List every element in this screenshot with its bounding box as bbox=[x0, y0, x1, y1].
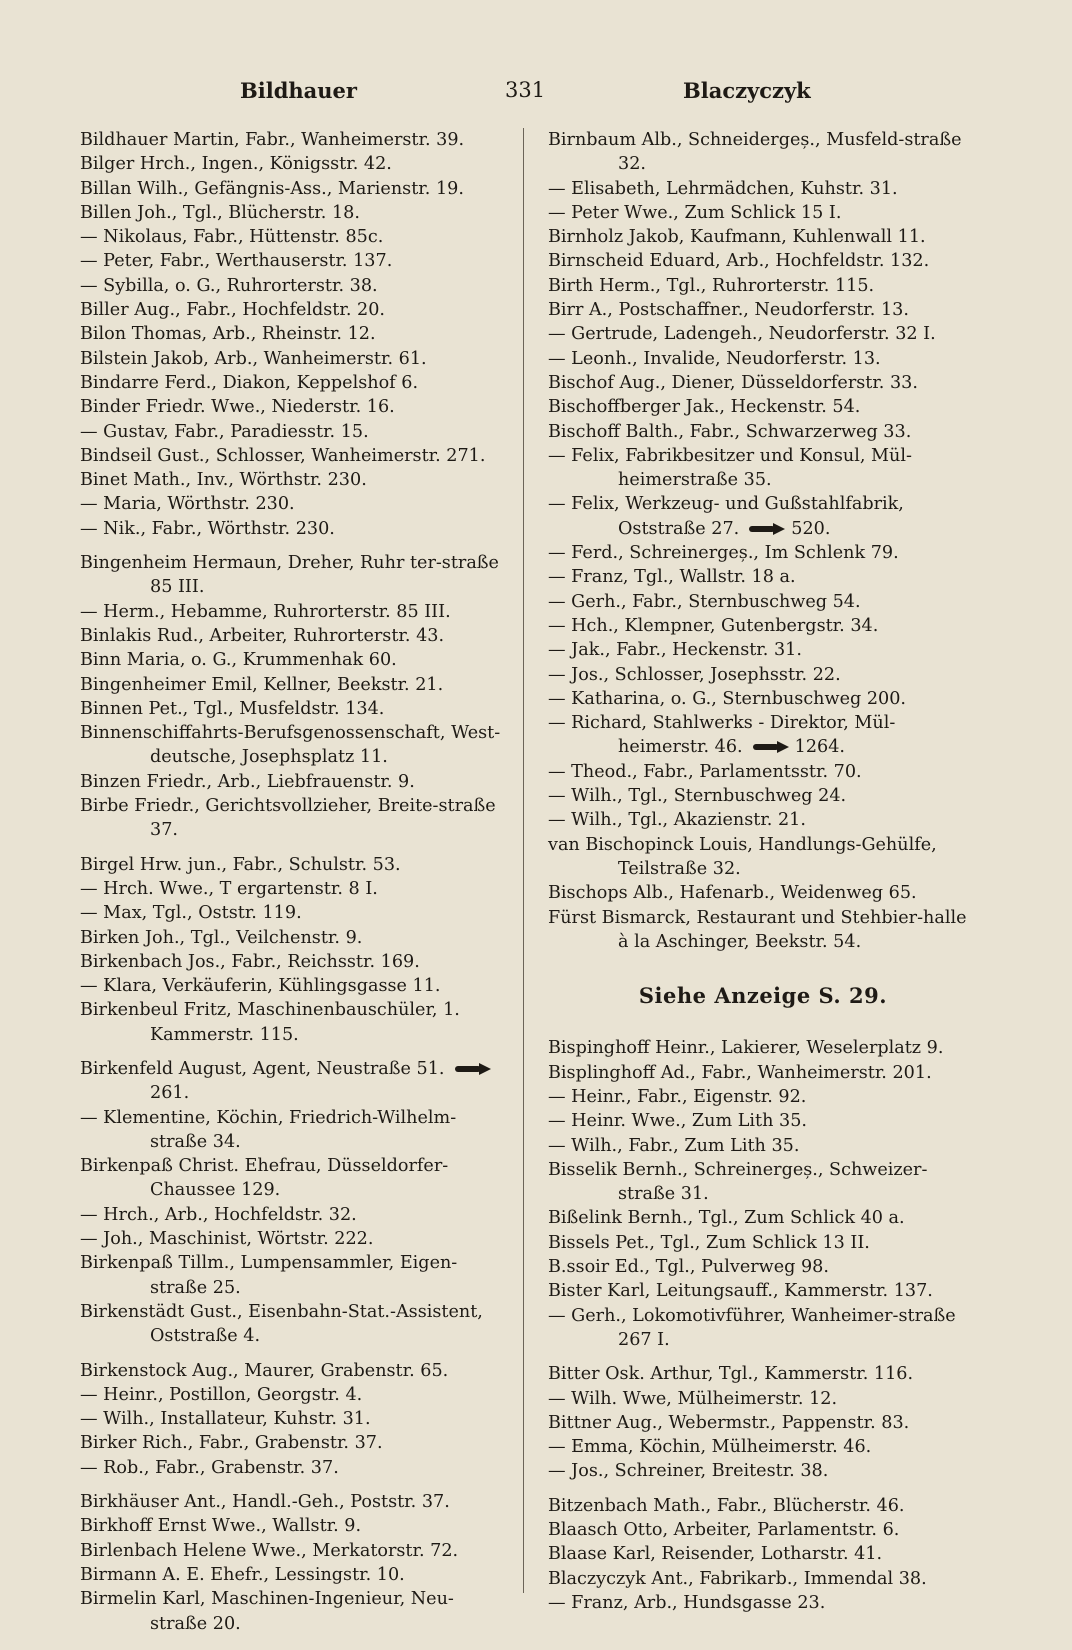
directory-entry bbox=[548, 371, 978, 395]
directory-entry bbox=[548, 590, 978, 614]
entry-text: Blaasch Otto, Arbeiter, Parlamentstr. 6. bbox=[548, 1520, 900, 1541]
entry-text: Bindarre Ferd., Diakon, Keppelshof 6. bbox=[80, 372, 419, 393]
entry-text: Birkenstädt Gust., Eisenbahn-Stat.-Assistent, Oststraße 4. bbox=[80, 1301, 483, 1347]
directory-entry bbox=[548, 249, 978, 273]
left-column bbox=[80, 128, 510, 1636]
header-right-keyword: Blaczyczyk bbox=[683, 78, 811, 103]
directory-entry bbox=[548, 395, 978, 419]
directory-entry bbox=[80, 128, 510, 152]
directory-entry bbox=[548, 638, 978, 662]
directory-entry bbox=[80, 1431, 510, 1455]
directory-entry bbox=[80, 468, 510, 492]
entry-text: — Heinr., Fabr., Eigenstr. 92. bbox=[548, 1086, 807, 1107]
entry-text: Birlenbach Helene Wwe., Merkatorstr. 72. bbox=[80, 1540, 459, 1561]
entry-text: Biller Aug., Fabr., Hochfeldstr. 20. bbox=[80, 300, 385, 321]
directory-entry bbox=[80, 1057, 510, 1106]
directory-entry bbox=[80, 950, 510, 974]
entry-text: — Gertrude, Ladengeh., Neudorferstr. 32 I. bbox=[548, 324, 936, 345]
directory-entry bbox=[548, 906, 978, 955]
entry-text: Bildhauer Martin, Fabr., Wanheimerstr. 39. bbox=[80, 130, 465, 150]
entry-text: — Heinr. Wwe., Zum Lith 35. bbox=[548, 1111, 808, 1132]
directory-entry bbox=[548, 784, 978, 808]
entry-text: Bingenheim Hermaun, Dreher, Ruhr ter-straße 85 III. bbox=[80, 553, 499, 598]
directory-entry bbox=[548, 225, 978, 249]
entry-text: — Maria, Wörthstr. 230. bbox=[80, 494, 295, 515]
right-column-bottom bbox=[548, 1036, 978, 1615]
entry-text: — Klara, Verkäuferin, Kühlingsgasse 11. bbox=[80, 976, 441, 997]
entry-text: Birgel Hrw. jun., Fabr., Schulstr. 53. bbox=[80, 854, 401, 875]
entry-text: Bisplinghoff Ad., Fabr., Wanheimerstr. 201. bbox=[548, 1062, 932, 1083]
entry-text: Birkenfeld August, Agent, Neustraße 51. bbox=[80, 1058, 445, 1079]
directory-entry bbox=[548, 322, 978, 346]
entry-text: Bisselik Bernh., Schreinergeș., Schweizer-straße 31. bbox=[548, 1159, 928, 1205]
directory-entry bbox=[548, 1435, 978, 1459]
entry-text: — Katharina, o. G., Sternbuschweg 200. bbox=[548, 688, 907, 709]
entry-text: Birker Rich., Fabr., Grabenstr. 37. bbox=[80, 1433, 383, 1454]
entry-text: Bilon Thomas, Arb., Rheinstr. 12. bbox=[80, 324, 376, 345]
directory-entry bbox=[548, 201, 978, 225]
directory-entry bbox=[548, 298, 978, 322]
directory-entry bbox=[80, 853, 510, 877]
telephone-icon bbox=[455, 1063, 491, 1075]
entry-text: van Bischopinck Louis, Handlungs-Gehülfe, Teilstraße 32. bbox=[548, 834, 937, 879]
page-number: 331 bbox=[505, 78, 546, 102]
directory-entry bbox=[548, 711, 978, 760]
entry-text: — Sybilla, o. G., Ruhrorterstr. 38. bbox=[80, 275, 378, 296]
entry-text: Bischops Alb., Hafenarb., Weidenweg 65. bbox=[548, 883, 917, 904]
directory-entry bbox=[80, 249, 510, 273]
directory-entry bbox=[80, 1227, 510, 1251]
entry-text: — Jos., Schreiner, Breitestr. 38. bbox=[548, 1461, 829, 1482]
directory-entry bbox=[80, 371, 510, 395]
directory-entry bbox=[80, 926, 510, 950]
entry-text: — Gerh., Fabr., Sternbuschweg 54. bbox=[548, 591, 861, 612]
entry-text: — Peter, Fabr., Werthauserstr. 137. bbox=[80, 251, 393, 272]
entry-text: — Ferd., Schreinergeș., Im Schlenk 79. bbox=[548, 543, 899, 564]
directory-entry bbox=[548, 760, 978, 784]
directory-entry bbox=[80, 298, 510, 322]
entry-text: — Hch., Klempner, Gutenbergstr. 34. bbox=[548, 615, 879, 636]
directory-entry bbox=[80, 1383, 510, 1407]
entry-text: Bischoff Balth., Fabr., Schwarzerweg 33. bbox=[548, 421, 912, 442]
entry-text: Bischoffberger Jak., Heckenstr. 54. bbox=[548, 397, 861, 418]
directory-entry bbox=[80, 1587, 510, 1636]
entry-text: Birkenpaß Christ. Ehefrau, Düsseldorfer-Chaussee 129. bbox=[80, 1156, 449, 1201]
directory-entry bbox=[80, 1203, 510, 1227]
directory-entry bbox=[80, 492, 510, 516]
directory-entry bbox=[80, 1300, 510, 1349]
directory-entry bbox=[80, 201, 510, 225]
entry-text: Binzen Friedr., Arb., Liebfrauenstr. 9. bbox=[80, 771, 415, 792]
directory-entry bbox=[80, 1251, 510, 1300]
directory-entry bbox=[80, 1359, 510, 1383]
directory-entry bbox=[80, 1407, 510, 1431]
directory-entry bbox=[80, 395, 510, 419]
advertisement-notice: Siehe Anzeige S. 29. bbox=[638, 983, 888, 1009]
directory-entry bbox=[80, 770, 510, 794]
entry-text: Birnholz Jakob, Kaufmann, Kuhlenwall 11. bbox=[548, 227, 926, 248]
entry-text: — Richard, Stahlwerks - Direktor, Mül-heimerstr. 46. bbox=[548, 713, 896, 758]
directory-entry bbox=[80, 673, 510, 697]
telephone-number: 261. bbox=[150, 1083, 190, 1104]
entry-text: — Heinr., Postillon, Georgstr. 4. bbox=[80, 1384, 363, 1405]
directory-entry bbox=[80, 347, 510, 371]
directory-entry bbox=[80, 624, 510, 648]
entry-text: Birbe Friedr., Gerichtsvollzieher, Breite-straße 37. bbox=[80, 796, 496, 841]
directory-entry bbox=[548, 1591, 978, 1615]
telephone-icon bbox=[753, 741, 789, 753]
entry-text: Binnen Pet., Tgl., Musfeldstr. 134. bbox=[80, 698, 385, 719]
directory-entry bbox=[548, 128, 978, 177]
directory-entry bbox=[80, 274, 510, 298]
entry-text: — Hrch., Arb., Hochfeldstr. 32. bbox=[80, 1204, 357, 1225]
directory-entry bbox=[80, 152, 510, 176]
directory-entry bbox=[548, 1387, 978, 1411]
entry-text: Birkhoff Ernst Wwe., Wallstr. 9. bbox=[80, 1516, 362, 1537]
directory-entry bbox=[548, 1362, 978, 1386]
directory-entry bbox=[80, 1539, 510, 1563]
directory-entry bbox=[80, 721, 510, 770]
directory-entry bbox=[548, 1494, 978, 1518]
entry-text: Bindseil Gust., Schlosser, Wanheimerstr. 271. bbox=[80, 445, 486, 466]
entry-text: Birkenbeul Fritz, Maschinenbauschüler, 1. Kammerstr. 115. bbox=[80, 1000, 460, 1045]
entry-text: Bissels Pet., Tgl., Zum Schlick 13 II. bbox=[548, 1232, 870, 1253]
entry-text: Binlakis Rud., Arbeiter, Ruhrorterstr. 43. bbox=[80, 625, 445, 646]
directory-entry bbox=[80, 177, 510, 201]
directory-entry bbox=[548, 614, 978, 638]
page-header bbox=[80, 72, 1010, 108]
entry-text: — Wilh., Fabr., Zum Lith 35. bbox=[548, 1135, 800, 1156]
entry-text: Blaase Karl, Reisender, Lotharstr. 41. bbox=[548, 1544, 883, 1565]
entry-text: — Felix, Fabrikbesitzer und Konsul, Mül-heimerstraße 35. bbox=[548, 445, 912, 491]
entry-text: — Peter Wwe., Zum Schlick 15 I. bbox=[548, 202, 842, 223]
directory-entry bbox=[548, 687, 978, 711]
directory-entry bbox=[80, 322, 510, 346]
directory-entry bbox=[80, 551, 510, 600]
entry-text: — Leonh., Invalide, Neudorferstr. 13. bbox=[548, 348, 881, 369]
directory-entry bbox=[80, 974, 510, 998]
entry-text: — Max, Tgl., Oststr. 119. bbox=[80, 903, 302, 924]
entry-text: — Klementine, Köchin, Friedrich-Wilhelm-straße 34. bbox=[80, 1107, 457, 1152]
entry-text: Bitter Osk. Arthur, Tgl., Kammerstr. 116. bbox=[548, 1364, 914, 1385]
entry-text: — Felix, Werkzeug- und Gußstahlfabrik, Oststraße 27. bbox=[548, 494, 904, 539]
directory-entry bbox=[548, 1158, 978, 1207]
directory-entry bbox=[548, 1411, 978, 1435]
entry-text: — Herm., Hebamme, Ruhrorterstr. 85 III. bbox=[80, 601, 451, 622]
directory-entry bbox=[548, 1085, 978, 1109]
entry-text: Birnscheid Eduard, Arb., Hochfeldstr. 132. bbox=[548, 251, 930, 272]
directory-entry bbox=[548, 492, 978, 541]
entry-text: Birkenpaß Tillm., Lumpensammler, Eigen-straße 25. bbox=[80, 1253, 458, 1298]
entry-text: — Elisabeth, Lehrmädchen, Kuhstr. 31. bbox=[548, 178, 898, 199]
entry-text: Birmann A. E. Ehefr., Lessingstr. 10. bbox=[80, 1564, 405, 1585]
entry-text: — Emma, Köchin, Mülheimerstr. 46. bbox=[548, 1437, 872, 1458]
directory-entry bbox=[80, 998, 510, 1047]
entry-text: Bingenheimer Emil, Kellner, Beekstr. 21. bbox=[80, 674, 444, 695]
entry-text: Fürst Bismarck, Restaurant und Stehbier-halle à la Aschinger, Beekstr. 54. bbox=[548, 907, 967, 952]
entry-text: Birken Joh., Tgl., Veilchenstr. 9. bbox=[80, 927, 363, 948]
entry-text: — Wilh. Wwe, Mülheimerstr. 12. bbox=[548, 1388, 838, 1409]
entry-text: Billen Joh., Tgl., Blücherstr. 18. bbox=[80, 202, 360, 223]
directory-entry bbox=[548, 881, 978, 905]
entry-text: — Hrch. Wwe., T ergartenstr. 8 I. bbox=[80, 878, 378, 899]
directory-entry bbox=[80, 444, 510, 468]
directory-entry bbox=[548, 1231, 978, 1255]
entry-text: Binder Friedr. Wwe., Niederstr. 16. bbox=[80, 397, 395, 418]
directory-entry bbox=[80, 1563, 510, 1587]
directory-entry bbox=[80, 697, 510, 721]
entry-text: — Wilh., Installateur, Kuhstr. 31. bbox=[80, 1409, 371, 1430]
directory-entry bbox=[80, 877, 510, 901]
directory-entry bbox=[548, 1459, 978, 1483]
telephone-number: 1264. bbox=[794, 737, 845, 758]
entry-text: Birmelin Karl, Maschinen-Ingenieur, Neu-straße 20. bbox=[80, 1589, 454, 1634]
directory-entry bbox=[548, 663, 978, 687]
entry-text: Bispinghoff Heinr., Lakierer, Weselerplatz 9. bbox=[548, 1038, 944, 1059]
entry-text: Binnenschiffahrts-Berufsgenossenschaft, West-deutsche, Josephsplatz 11. bbox=[80, 723, 501, 768]
directory-entry bbox=[548, 1109, 978, 1133]
directory-entry bbox=[80, 648, 510, 672]
directory-entry bbox=[548, 833, 978, 882]
entry-text: Bitzenbach Math., Fabr., Blücherstr. 46. bbox=[548, 1495, 905, 1516]
directory-entry bbox=[80, 225, 510, 249]
directory-entry bbox=[80, 901, 510, 925]
entry-text: — Joh., Maschinist, Wörtstr. 222. bbox=[80, 1229, 374, 1250]
entry-text: Birkenstock Aug., Maurer, Grabenstr. 65. bbox=[80, 1360, 449, 1381]
directory-entry bbox=[548, 565, 978, 589]
directory-entry bbox=[80, 794, 510, 843]
directory-entry bbox=[80, 420, 510, 444]
entry-text: — Franz, Arb., Hundsgasse 23. bbox=[548, 1592, 826, 1613]
directory-entry bbox=[548, 1304, 978, 1353]
directory-entry bbox=[548, 1518, 978, 1542]
directory-entry bbox=[80, 1514, 510, 1538]
directory-entry bbox=[80, 517, 510, 541]
entry-text: — Rob., Fabr., Grabenstr. 37. bbox=[80, 1457, 339, 1478]
directory-entry bbox=[548, 1206, 978, 1230]
column-divider bbox=[523, 128, 524, 1593]
directory-entry bbox=[548, 1542, 978, 1566]
directory-entry bbox=[548, 1061, 978, 1085]
entry-text: — Nikolaus, Fabr., Hüttenstr. 85c. bbox=[80, 227, 384, 248]
entry-text: Bilstein Jakob, Arb., Wanheimerstr. 61. bbox=[80, 348, 427, 369]
entry-text: — Gustav, Fabr., Paradiesstr. 15. bbox=[80, 421, 369, 442]
directory-entry bbox=[80, 1490, 510, 1514]
entry-text: — Gerh., Lokomotivführer, Wanheimer-straße 267 I. bbox=[548, 1305, 956, 1350]
entry-text: Bittner Aug., Webermstr., Pappenstr. 83. bbox=[548, 1412, 910, 1433]
entry-text: Bischof Aug., Diener, Düsseldorferstr. 33. bbox=[548, 372, 918, 393]
directory-entry bbox=[548, 347, 978, 371]
directory-entry bbox=[548, 1255, 978, 1279]
entry-text: Binet Math., Inv., Wörthstr. 230. bbox=[80, 470, 367, 491]
entry-text: — Wilh., Tgl., Akazienstr. 21. bbox=[548, 810, 806, 831]
entry-text: Blaczyczyk Ant., Fabrikarb., Immendal 38. bbox=[548, 1568, 927, 1589]
telephone-number: 520. bbox=[791, 518, 831, 539]
entry-text: — Jos., Schlosser, Josephsstr. 22. bbox=[548, 664, 841, 685]
entry-text: Birth Herm., Tgl., Ruhrorterstr. 115. bbox=[548, 275, 875, 296]
directory-entry bbox=[80, 600, 510, 624]
entry-text: B.ssoir Ed., Tgl., Pulverweg 98. bbox=[548, 1257, 829, 1278]
entry-text: Binn Maria, o. G., Krummenhak 60. bbox=[80, 650, 397, 671]
entry-text: Birkhäuser Ant., Handl.-Geh., Poststr. 37. bbox=[80, 1492, 450, 1513]
directory-entry bbox=[80, 1154, 510, 1203]
directory-entry bbox=[80, 1106, 510, 1155]
entry-text: Bißelink Bernh., Tgl., Zum Schlick 40 a. bbox=[548, 1208, 905, 1229]
telephone-icon bbox=[749, 523, 785, 535]
entry-text: — Jak., Fabr., Heckenstr. 31. bbox=[548, 640, 802, 661]
entry-text: — Theod., Fabr., Parlamentsstr. 70. bbox=[548, 761, 862, 782]
header-left-keyword: Bildhauer bbox=[240, 78, 357, 103]
right-column-top bbox=[548, 128, 978, 954]
right-column bbox=[548, 128, 978, 1615]
directory-entry bbox=[548, 541, 978, 565]
directory-entry bbox=[548, 444, 978, 493]
entry-text: — Wilh., Tgl., Sternbuschweg 24. bbox=[548, 786, 847, 807]
entry-text: Bister Karl, Leitungsauff., Kammerstr. 137. bbox=[548, 1281, 933, 1302]
entry-text: Billan Wilh., Gefängnis-Ass., Marienstr. 19. bbox=[80, 178, 464, 199]
entry-text: — Nik., Fabr., Wörthstr. 230. bbox=[80, 518, 335, 539]
entry-text: Birnbaum Alb., Schneidergeș., Musfeld-straße 32. bbox=[548, 130, 962, 175]
directory-entry bbox=[548, 177, 978, 201]
directory-entry bbox=[80, 1456, 510, 1480]
directory-entry bbox=[548, 1134, 978, 1158]
entry-text: Birr A., Postschaffner., Neudorferstr. 13. bbox=[548, 300, 909, 321]
entry-text: Bilger Hrch., Ingen., Königsstr. 42. bbox=[80, 154, 392, 175]
entry-text: Birkenbach Jos., Fabr., Reichsstr. 169. bbox=[80, 951, 420, 972]
entry-text: — Franz, Tgl., Wallstr. 18 a. bbox=[548, 567, 796, 588]
directory-entry bbox=[548, 1567, 978, 1591]
directory-entry bbox=[548, 274, 978, 298]
directory-entry bbox=[548, 808, 978, 832]
directory-entry bbox=[548, 1036, 978, 1060]
directory-entry bbox=[548, 1279, 978, 1303]
directory-entry bbox=[548, 420, 978, 444]
